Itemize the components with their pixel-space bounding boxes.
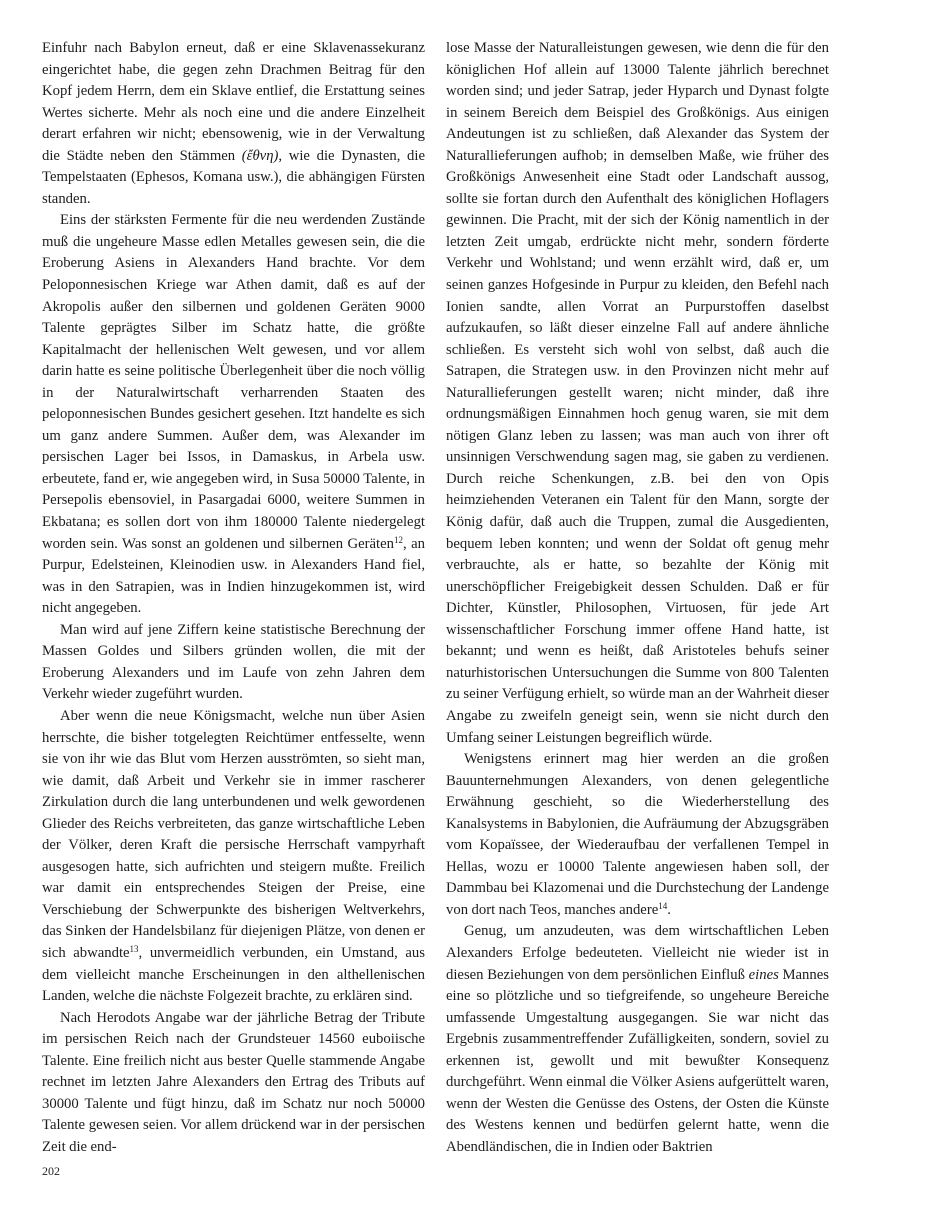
paragraph: lose Masse der Naturalleistungen gewesen, wie denn die für den königlichen Hof allein auf 13000 Talente jährlich berechnet worden sind; und jeder Satrap, jeder Hyparch und Dynast folgte in seinem Bereich dem Beispiel des Großkönigs. Aus einigen Andeutungen ist zu schließen, daß Alexander das System der Naturallieferungen aufhob; in demselben Maße, wie früher des Großkönigs Anwesenheit eine Stadt oder Landschaft aussog, sollte sie fortan durch den Aufenthalt des königlichen Hoflagers gewinnen. Die Pracht, mit der sich der König namentlich in der letzten Zeit umgab, erdrückte nicht mehr, sondern förderte Verkehr und Wohlstand; und wenn erzählt wird, daß er, um seinen ganzes Hofgesinde in Purpur zu kleiden, den Befehl nach Ionien sandte, allen Vorrat an Purpurstoffen daselbst aufzukaufen, so läßt dieser einzelne Fall auf andere ähnliche schließen. Es versteht sich wohl von selbst, daß auch die Satrapen, die Strategen usw. in den Provinzen nicht mehr auf Naturallieferungen gestellt waren; nicht minder, daß ihre ordnungsmäßigen Einnahmen hoch genug waren, sie mit dem nötigen Glanz leben zu lassen; was man auch von ihrer oft unsinnigen Verschwendung sagen mag, sie gaben zu verdienen. Durch reiche Schenkungen, z.B. bei den von Opis heimziehenden Veteranen ein Talent für den Mann, sorgte der König dafür, daß auch die Truppen, zumal die Ausgedienten, bequem leben konnten; und wenn der Soldat oft genug mehr verbrauchte, als er hatte, so bezahlte der König mit unerschöpflicher Freigebigkeit dessen Schulden. Daß er für Dichter, Künstler, Philosophen, Virtuosen, für jede Art wissenschaftlicher Forschung immer offene Hand hatte, ist bekannt; und wenn es heißt, daß Aristoteles behufs seiner naturhistorischen Untersuchungen die Summe von 800 Talenten zu seiner Verfügung erhielt, so würde man an der Wahrheit dieser Angabe zu zweifeln geneigt sein, wenn sie nicht durch den Umfang seiner Leistungen begreiflich würde. [446,40,829,746]
paragraph: Genug, um anzudeuten, was dem wirtschaftlichen Leben Alexanders Erfolge bedeuteten. Vielleicht nie wieder ist in diesen Beziehungen von dem persönlichen Einfluß eines Mannes eine so plötzliche und so tiefgreifende, so ungeheure Bereiche umfassende Umgestaltung ausgegangen. Sie war nicht das Ergebnis zusammentreffender Zufälligkeiten, sondern, soviel zu erkennen ist, gewollt und mit bewußter Konsequenz durchgeführt. Wenn einmal die Völker Asiens aufgerüttelt waren, wenn der Westen die Genüsse des Ostens, der Osten die Künste des Westens kennen und bedürfen gelernt hatte, wenn die Abendländischen, die in Indien oder Baktrien [446,923,829,1155]
paragraph: Eins der stärksten Fermente für die neu werdenden Zustände muß die ungeheure Masse edlen Metalles gewesen sein, die die Eroberung Asiens in Alexanders Hand brachte. Vor dem Peloponnesischen Kriege war Athen damit, daß es auf der Akropolis außer den silbernen und goldenen Geräten 9000 Talente geprägtes Silber im Schatz hatte, die größte Kapitalmacht der hellenischen Welt gewesen, und vor allem darin hatte es seine politische Überlegenheit über die noch völlig in der Naturalwirtschaft verharrenden Staaten des peloponnesischen Bundes gesichert gesehen. Itzt handelte es sich um ganz andere Summen. Außer dem, was Alexander im persischen Lager bei Issos, in Damaskus, in Arbela usw. erbeutete, fand er, wie angegeben wird, in Susa 50000 Talente, in Persepolis ebensoviel, in Pasargadai 6000, weitere Summen in Ekbatana; es sollen dort von ihm 180000 Talente niedergelegt worden sein. Was sonst an goldenen und silbernen Geräten$^{12}$, an Purpur, Edelsteinen, Kleinodien usw. in Alexanders Hand fiel, was in den Satrapien, was in Indien hinzugekommen ist, wird nicht angegeben. [42,212,425,617]
paragraph: Nach Herodots Angabe war der jährliche Betrag der Tribute im persischen Reich nach der Grundsteuer 14560 euboiische Talente. Eine freilich nicht aus bester Quelle stammende Angabe rechnet im letzten Jahre Alexanders den Ertrag des Tributs auf 30000 Talente und fügt hinzu, daß im Schatz nur noch 50000 Talente gewesen seien. Vor allem drückend war in der persischen Zeit die end- [42,1009,425,1155]
page-number: 202 [42,1164,60,1178]
emphasis: eines [748,966,779,983]
paragraph: Man wird auf jene Ziffern keine statistische Berechnung der Massen Goldes und Silbers gründen wollen, die mit der Eroberung Alexanders und im Laufe von zehn Jahren dem Verkehr wieder zugeführt wurden. [42,621,425,703]
left-column [42,38,425,1158]
footnote-ref[interactable]: 12 [394,534,403,545]
paragraph: Aber wenn die neue Königsmacht, welche nun über Asien herrschte, die bisher totgelegten Reichtümer entfesselte, wenn sie von ihr wie das Blut vom Herzen ausströmten, so sieht man, wie damit, daß Arbeit und Verkehr sie in immer rascherer Zirkulation durch die lang unterbundenen und welk gewordenen Glieder des Reichs verbreiteten, das ganze wirtschaftliche Leben der Völker, deren Kraft die persische Herrschaft vampyrhaft ausgesogen hatte, sich aufrichten und steigern mußte. Freilich war damit ein entsprechendes Steigen der Preise, eine Verschiebung der Schwerpunkte des bisherigen Weltverkehrs, das Sinken der Handelsbilanz für diejenigen Plätze, von denen er sich abwandte$^{13}$, unvermeidlich verbunden, ein Umstand, aus dem vielleicht manche Erscheinungen in den althellenischen Landen, welche die nächste Folgezeit brachte, zu erklären sind. [42,707,425,1005]
footnote-ref[interactable]: 14 [658,900,668,911]
paragraph: Einfuhr nach Babylon erneut, daß er eine Sklavenassekuranz eingerichtet habe, die gegen zehn Drachmen Beitrag für den Kopf jedem Herrn, dem ein Sklave entlief, die Erstattung seines Wertes sicherte. Mehr als noch eine und die andere Einzelheit derart erfahren wir nicht; ebensowenig, wie in der Verwaltung die Städte neben den Stämmen (ἔθνη), wie die Dynasten, die Tempelstaaten (Ephesos, Komana usw.), die abhängigen Fürsten standen. [42,40,425,207]
paragraph: Wenigstens erinnert mag hier werden an die großen Bauunternehmungen Alexanders, von denen gelegentliche Erwähnung geschieht, so die Wiederherstellung des Kanalsystems in Babylonien, die Aufräumung der Abzugsgräben vom Kopaïssee, der Wiederaufbau der verfallenen Tempel in Hellas, wozu er 10000 Talente angewiesen haben soll, der Dammbau bei Klazomenai und die Durchstechung der Landenge von dort nach Teos, manches andere$^{14}$. [446,751,829,918]
right-column [446,38,829,1158]
greek-term: (ἔθνη), [241,147,283,164]
footnote-ref[interactable]: 13 [129,943,139,954]
